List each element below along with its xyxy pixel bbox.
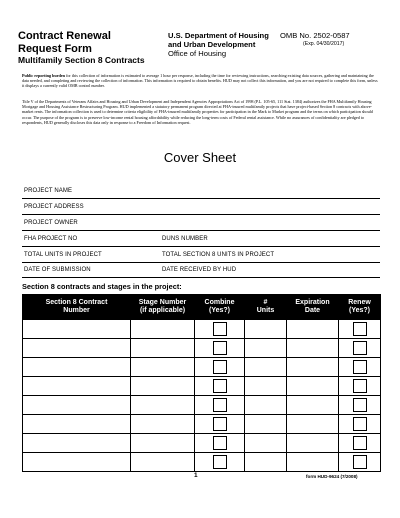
- combine-cell[interactable]: [195, 377, 245, 396]
- contract-number-cell[interactable]: [23, 453, 131, 472]
- col-expiration-date: Expiration Date: [287, 295, 339, 320]
- table-row: [23, 396, 381, 415]
- stage-number-cell[interactable]: [131, 415, 195, 434]
- renew-checkbox[interactable]: [353, 360, 367, 374]
- renew-cell[interactable]: [339, 377, 381, 396]
- col-units: # Units: [245, 295, 287, 320]
- col-stage-number: Stage Number (if applicable): [131, 295, 195, 320]
- project-owner-line[interactable]: [22, 230, 380, 231]
- stage-number-cell[interactable]: [131, 396, 195, 415]
- units-cell[interactable]: [245, 358, 287, 377]
- form-title: [18, 30, 168, 66]
- renew-cell[interactable]: [339, 415, 381, 434]
- omb-expiration: (Exp. 04/30/2017): [303, 41, 345, 47]
- duns-number-label: DUNS NUMBER: [162, 236, 208, 242]
- renew-cell[interactable]: [339, 453, 381, 472]
- project-name-line[interactable]: [22, 198, 380, 199]
- fha-duns-line[interactable]: [22, 246, 380, 247]
- units-cell[interactable]: [245, 396, 287, 415]
- section8-title: Section 8 contracts and stages in the project:: [22, 282, 182, 291]
- contract-number-cell[interactable]: [23, 339, 131, 358]
- col-renew: Renew (Yes?): [339, 295, 381, 320]
- expiration-date-cell[interactable]: [287, 396, 339, 415]
- renew-checkbox[interactable]: [353, 417, 367, 431]
- col-combine: Combine (Yes?): [195, 295, 245, 320]
- renew-checkbox[interactable]: [353, 322, 367, 336]
- combine-checkbox[interactable]: [213, 417, 227, 431]
- form-subtitle: Multifamily Section 8 Contracts: [18, 55, 145, 65]
- table-row: [23, 358, 381, 377]
- col-contract-number: Section 8 Contract Number: [23, 295, 131, 320]
- units-cell[interactable]: [245, 339, 287, 358]
- renew-checkbox[interactable]: [353, 436, 367, 450]
- combine-cell[interactable]: [195, 339, 245, 358]
- contract-number-cell[interactable]: [23, 377, 131, 396]
- project-name-label: PROJECT NAME: [24, 188, 73, 194]
- combine-cell[interactable]: [195, 415, 245, 434]
- burden-text: for this collection of information is estimated to average 1 hour per response, including the time for reviewing instructions, searching existing data sources, gathering and maintaining the data needed, and completing and reviewing the collection of information. This information is required to obtain benefits. HUD may not collect this information, and you are not required to complete this form, unless it displays a currently valid OMB control number.: [22, 73, 378, 89]
- expiration-date-cell[interactable]: [287, 320, 339, 339]
- date-received-label: DATE RECEIVED BY HUD: [162, 267, 237, 273]
- contract-number-cell[interactable]: [23, 320, 131, 339]
- agency-line2: and Urban Development: [168, 40, 256, 49]
- table-row: [23, 434, 381, 453]
- contract-number-cell[interactable]: [23, 396, 131, 415]
- contract-number-cell[interactable]: [23, 415, 131, 434]
- cover-sheet-title: Cover Sheet: [163, 150, 237, 165]
- contract-number-cell[interactable]: [23, 434, 131, 453]
- renew-cell[interactable]: [339, 358, 381, 377]
- renew-checkbox[interactable]: [353, 341, 367, 355]
- combine-checkbox[interactable]: [213, 379, 227, 393]
- table-row: [23, 339, 381, 358]
- renew-cell[interactable]: [339, 434, 381, 453]
- authority-statement: Title V of the Departments of Veterans Affairs and Housing and Urban Development and Independent Agencies Appropriations Act of 1998 (P.L. 105-65, 111 Stat. 1384) authorizes the FHA Multifamily Housing Mortgage and Housing Assistance Restructuring Program. HUD implemented a statutory permanent program directed at FHA-insured multifamily projects that have project-based Section 8 contracts with above-market rents. The information collection is used to determine criteria eligibility of FHA-insured multifamily properties for participation in the Mark to Market program and the terms on which participation should occur. The purpose of the program is to preserve low-income rental housing affordability while reducing the long-term costs of Federal rental assistance. While no assurances of confidentiality are pledged to respondents, HUD generally discloses this data only in response to a Freedom of Information request.: [22, 99, 373, 125]
- fha-project-no-label: FHA PROJECT NO: [24, 236, 78, 242]
- expiration-date-cell[interactable]: [287, 453, 339, 472]
- combine-checkbox[interactable]: [213, 436, 227, 450]
- combine-checkbox[interactable]: [213, 398, 227, 412]
- expiration-date-cell[interactable]: [287, 434, 339, 453]
- combine-checkbox[interactable]: [213, 455, 227, 469]
- combine-cell[interactable]: [195, 434, 245, 453]
- project-address-line[interactable]: [22, 214, 380, 215]
- units-cell[interactable]: [245, 320, 287, 339]
- renew-cell[interactable]: [339, 396, 381, 415]
- agency-block: [168, 31, 280, 58]
- total-units-label: TOTAL UNITS IN PROJECT: [24, 252, 102, 258]
- project-owner-label: PROJECT OWNER: [24, 220, 78, 226]
- dates-line[interactable]: [22, 277, 380, 278]
- combine-checkbox[interactable]: [213, 341, 227, 355]
- combine-cell[interactable]: [195, 396, 245, 415]
- office-name: Office of Housing: [168, 49, 227, 58]
- omb-number: OMB No. 2502-0587: [280, 31, 350, 40]
- stage-number-cell[interactable]: [131, 358, 195, 377]
- agency-line1: U.S. Department of Housing: [168, 31, 269, 40]
- expiration-date-cell[interactable]: [287, 377, 339, 396]
- table-row: [23, 320, 381, 339]
- total-s8-units-label: TOTAL SECTION 8 UNITS IN PROJECT: [162, 252, 275, 258]
- table-row: [23, 377, 381, 396]
- form-id: form HUD-9624 (7/2008): [306, 474, 358, 479]
- burden-statement: [22, 73, 380, 89]
- form-title-line2: Request Form: [18, 42, 92, 55]
- page-number: 1: [194, 472, 198, 479]
- contract-number-cell[interactable]: [23, 358, 131, 377]
- combine-cell[interactable]: [195, 320, 245, 339]
- units-cell[interactable]: [245, 415, 287, 434]
- section8-header-row: [23, 295, 381, 320]
- stage-number-cell[interactable]: [131, 339, 195, 358]
- combine-cell[interactable]: [195, 358, 245, 377]
- renew-checkbox[interactable]: [353, 379, 367, 393]
- units-cell[interactable]: [245, 453, 287, 472]
- units-line[interactable]: [22, 262, 380, 263]
- section8-table: [22, 294, 381, 472]
- table-row: [23, 453, 381, 472]
- form-title-line1: Contract Renewal: [18, 30, 111, 42]
- renew-cell[interactable]: [339, 339, 381, 358]
- stage-number-cell[interactable]: [131, 453, 195, 472]
- renew-checkbox[interactable]: [353, 398, 367, 412]
- combine-checkbox[interactable]: [213, 360, 227, 374]
- expiration-date-cell[interactable]: [287, 415, 339, 434]
- renew-checkbox[interactable]: [353, 455, 367, 469]
- project-address-label: PROJECT ADDRESS: [24, 204, 84, 210]
- expiration-date-cell[interactable]: [287, 339, 339, 358]
- units-cell[interactable]: [245, 377, 287, 396]
- date-of-submission-label: DATE OF SUBMISSION: [24, 267, 91, 273]
- stage-number-cell[interactable]: [131, 434, 195, 453]
- combine-cell[interactable]: [195, 453, 245, 472]
- table-row: [23, 415, 381, 434]
- stage-number-cell[interactable]: [131, 377, 195, 396]
- stage-number-cell[interactable]: [131, 320, 195, 339]
- combine-checkbox[interactable]: [213, 322, 227, 336]
- renew-cell[interactable]: [339, 320, 381, 339]
- burden-label: Public reporting burden: [22, 73, 65, 78]
- expiration-date-cell[interactable]: [287, 358, 339, 377]
- units-cell[interactable]: [245, 434, 287, 453]
